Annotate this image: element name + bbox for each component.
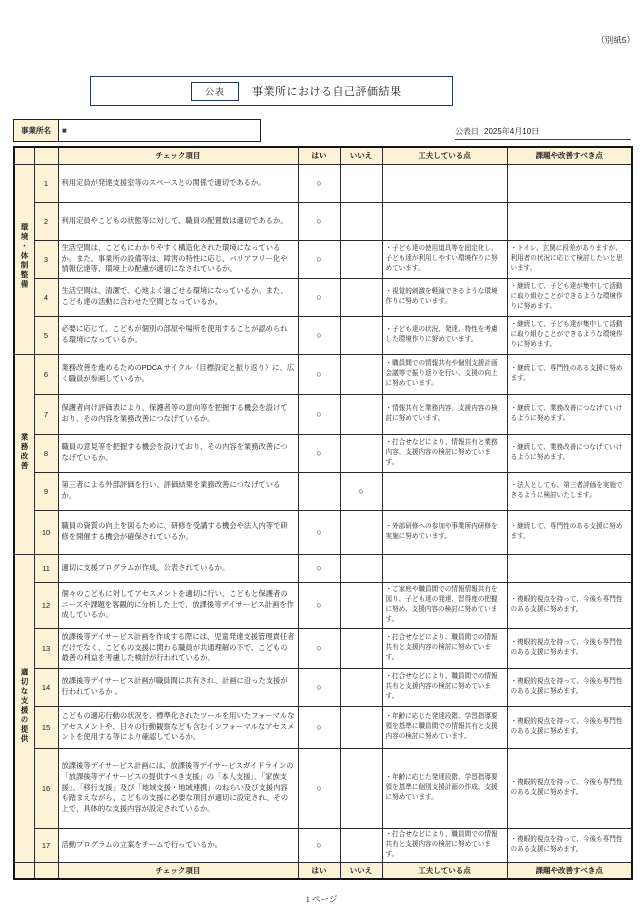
no-mark-cell: [340, 278, 382, 316]
row-number: 7: [34, 394, 58, 434]
footer-yes: はい: [298, 862, 340, 879]
devised-points-cell: ・年齢に応じた発達段階、学習指導要領を基準に個別支援計画の作成、支援に努めています。: [382, 748, 507, 828]
no-mark-cell: [340, 628, 382, 668]
issues-cell: ・継続して、業務改善につなげていけるように努めます。: [507, 434, 632, 472]
table-row: [14, 434, 632, 472]
yes-mark-cell: ○: [298, 828, 340, 862]
devised-points-cell: ・情報共有と業務内容、支援内容の検討に努めています。: [382, 394, 507, 434]
table-row: [14, 394, 632, 434]
check-item-cell: 放課後等デイサービス計画を作成する際には、児童発達支援管理責任者だけでなく、こどもの支援に関わる職員が共通理解の下で、こどもの最善の利益を考慮した検討が行われているか。: [58, 628, 298, 668]
header-corner-category: [14, 147, 34, 164]
no-mark-cell: [340, 706, 382, 748]
no-mark-cell: [340, 202, 382, 240]
row-number: 2: [34, 202, 58, 240]
issues-cell: ・継続して、業務改善につなげていけるように努めます。: [507, 394, 632, 434]
table-row: [14, 202, 632, 240]
table-row: [14, 554, 632, 582]
row-number: 5: [34, 316, 58, 354]
issues-cell: ・複眼的視点を持って、今後も専門性のある支援に努めます。: [507, 668, 632, 706]
devised-points-cell: ・打合せなどにより、職員間での情報共有と支援内容の検討に努めています。: [382, 628, 507, 668]
table-row: [14, 828, 632, 862]
table-row: [14, 628, 632, 668]
publish-date: [455, 126, 631, 140]
header-devised-points: 工夫している点: [382, 147, 507, 164]
no-mark-cell: ○: [340, 472, 382, 510]
check-item-cell: 利用定員やこどもの状態等に対して、職員の配置数は適切であるか。: [58, 202, 298, 240]
issues-cell: ・複眼的視点を持って、今後も専門性のある支援に努めます。: [507, 628, 632, 668]
table-row: [14, 510, 632, 554]
check-item-cell: 第三者による外部評価を行い、評価結果を業務改善につなげているか。: [58, 472, 298, 510]
table-row: [14, 748, 632, 828]
footer-issues: 課題や改善すべき点: [507, 862, 632, 879]
yes-mark-cell: ○: [298, 394, 340, 434]
devised-points-cell: ・子ども達の使用道具等を固定化し、子ども達が利用しやすい環境作りに努めています。: [382, 240, 507, 278]
issues-cell: ・トイレ、玄関に段差がありますが、利用者の状況に応じて検討したいと思います。: [507, 240, 632, 278]
devised-points-cell: ・打合せなどにより、職員間での情報共有と支援内容の検討に努めています。: [382, 668, 507, 706]
page-footer: 1 ページ: [305, 894, 338, 904]
office-name-field: [13, 119, 261, 142]
category-cell: [14, 354, 34, 554]
page-title: 事業所における自己評価結果: [252, 86, 402, 98]
row-number: 11: [34, 554, 58, 582]
devised-points-cell: ・視覚的刺激を軽減できるような環境作りに努めています。: [382, 278, 507, 316]
devised-points-cell: ・年齢に応じた発達段階、学習指導要領を基準に職員間での情報共有と支援内容の検討に努めています。: [382, 706, 507, 748]
issues-cell: ・継続して、専門性のある支援に努めます。: [507, 510, 632, 554]
check-item-cell: 職員の資質の向上を図るために、研修を受講する機会や法人内等で研修を開催する機会が確保されているか。: [58, 510, 298, 554]
attachment-label: （別紙5）: [596, 35, 635, 45]
category-cell: [14, 164, 34, 354]
yes-mark-cell: ○: [298, 628, 340, 668]
row-number: 17: [34, 828, 58, 862]
devised-points-cell: ・外部研修への参加や事業所内研修を実施に努めています。: [382, 510, 507, 554]
header-corner-number: [34, 147, 58, 164]
yes-mark-cell: ○: [298, 706, 340, 748]
category-label: 環境・体制整備: [20, 223, 29, 290]
devised-points-cell: ・ご家庭や職員間での情報情報共有を図り、子ども達の発達、習得度の把握に努め、支援内容の検討に努めています。: [382, 582, 507, 628]
devised-points-cell: ・打合せなどにより、職員間での情報共有と支援内容の検討に努めています。: [382, 828, 507, 862]
header-yes: はい: [298, 147, 340, 164]
category-cell: [14, 554, 34, 862]
yes-mark-cell: ○: [298, 668, 340, 706]
issues-cell: [507, 202, 632, 240]
check-item-cell: 生活空間は、清潔で、心地よく過ごせる環境になっているか。また、こども達の活動に合わせた空間となっているか。: [58, 278, 298, 316]
no-mark-cell: [340, 554, 382, 582]
yes-mark-cell: ○: [298, 354, 340, 394]
category-label: 適切な支援の提供: [20, 667, 29, 744]
table-row: [14, 164, 632, 202]
no-mark-cell: [340, 354, 382, 394]
devised-points-cell: [382, 472, 507, 510]
yes-mark-cell: ○: [298, 434, 340, 472]
check-item-cell: 利用定員が発達支援室等のスペースとの関係で適切であるか。: [58, 164, 298, 202]
table-row: [14, 472, 632, 510]
row-number: 10: [34, 510, 58, 554]
devised-points-cell: ・職員間での情報共有や個別支援計画会議等で振り返りを行い、支援の向上に努めています。: [382, 354, 507, 394]
yes-mark-cell: ○: [298, 278, 340, 316]
table-row: [14, 316, 632, 354]
table-row: [14, 582, 632, 628]
issues-cell: ・継続して、専門性のある支援に努めます。: [507, 354, 632, 394]
issues-cell: ・複眼的視点を持って、今後も専門性のある支援に努めます。: [507, 748, 632, 828]
no-mark-cell: [340, 668, 382, 706]
header-no: いいえ: [340, 147, 382, 164]
yes-mark-cell: ○: [298, 748, 340, 828]
no-mark-cell: [340, 748, 382, 828]
row-number: 14: [34, 668, 58, 706]
yes-mark-cell: ○: [298, 240, 340, 278]
no-mark-cell: [340, 434, 382, 472]
row-number: 8: [34, 434, 58, 472]
table-row: [14, 278, 632, 316]
yes-mark-cell: ○: [298, 164, 340, 202]
office-name-value: ■: [59, 119, 261, 142]
publish-stamp: 公表: [191, 82, 239, 101]
check-item-cell: 必要に応じて、こどもが個別の部屋や場所を使用することが認められる環境になっているか。: [58, 316, 298, 354]
no-mark-cell: [340, 394, 382, 434]
yes-mark-cell: ○: [298, 554, 340, 582]
footer-check-item: チェック項目: [58, 862, 298, 879]
row-number: 12: [34, 582, 58, 628]
footer-devised-points: 工夫している点: [382, 862, 507, 879]
issues-cell: [507, 554, 632, 582]
devised-points-cell: [382, 164, 507, 202]
yes-mark-cell: ○: [298, 510, 340, 554]
issues-cell: ・継続して、子ども達が集中して活動に取り組むことができるような環境作りに努めます。: [507, 278, 632, 316]
issues-cell: [507, 164, 632, 202]
table-row: [14, 240, 632, 278]
no-mark-cell: [340, 240, 382, 278]
no-mark-cell: [340, 164, 382, 202]
publish-date-label: 公表日: [455, 127, 479, 136]
devised-points-cell: [382, 554, 507, 582]
row-number: 1: [34, 164, 58, 202]
devised-points-cell: [382, 202, 507, 240]
yes-mark-cell: ○: [298, 202, 340, 240]
devised-points-cell: ・子ども達の状況、発達、特性を考慮した環境作りに努めています。: [382, 316, 507, 354]
title-box: [90, 76, 453, 106]
table-row: [14, 668, 632, 706]
issues-cell: ・複眼的視点を持って、今後も専門性のある支援に努めます。: [507, 706, 632, 748]
header-check-item: チェック項目: [58, 147, 298, 164]
table-row: [14, 354, 632, 394]
no-mark-cell: [340, 582, 382, 628]
check-item-cell: 活動プログラムの立案をチームで行っているか。: [58, 828, 298, 862]
check-item-cell: 放課後等デイサービス計画が職員間に共有され、計画に沿った支援が行われているか 。: [58, 668, 298, 706]
no-mark-cell: [340, 510, 382, 554]
check-item-cell: 保護者向け評価表により、保護者等の意向等を把握する機会を設けており、その内容を業務改善につなげているか。: [58, 394, 298, 434]
publish-date-value: 2025年4月10日: [484, 127, 540, 136]
row-number: 4: [34, 278, 58, 316]
issues-cell: ・複眼的視点を持って、今後も専門性のある支援に努めます。: [507, 582, 632, 628]
row-number: 9: [34, 472, 58, 510]
no-mark-cell: [340, 316, 382, 354]
footer-corner-number: [34, 862, 58, 879]
issues-cell: ・複眼的視点を持って、今後も専門性のある支援に努めます。: [507, 828, 632, 862]
footer-no: いいえ: [340, 862, 382, 879]
category-label: 業務改善: [20, 432, 29, 471]
yes-mark-cell: ○: [298, 316, 340, 354]
header-issues: 課題や改善すべき点: [507, 147, 632, 164]
issues-cell: ・法人としても、第三者評価を実施できるように検討いたします。: [507, 472, 632, 510]
devised-points-cell: ・打合せなどにより、情報共有と業務内容、支援内容の検討に努めています。: [382, 434, 507, 472]
check-item-cell: 個々のこどもに対してアセスメントを適切に行い、こどもと保護者のニーズや課題を客観的に分析した上で、放課後等デイサービス計画を作成しているか。: [58, 582, 298, 628]
office-name-label: 事業所名: [13, 119, 59, 142]
evaluation-table: [13, 146, 633, 880]
check-item-cell: 放課後等デイサービス計画には、放課後等デイサービスガイドラインの「放課後等デイサービスの提供すべき支援」の「本人支援」、「家族支援」、「移行支援」及び「地域支援・地域連携」のねらい及び支援内容も踏まえながら、こどもの支援に必要な項目が適切に設定され、その上で、具体的な支援内容が設定されているか。: [58, 748, 298, 828]
issues-cell: ・継続して、子ども達が集中して活動に取り組むことができるような環境作りに努めます。: [507, 316, 632, 354]
table-row: [14, 706, 632, 748]
check-item-cell: 生活空間は、こどもにわかりやすく構造化された環境になっているか。また、事業所の設備等は、障害の特性に応じ、バリアフリー化や情報伝達等、環境上の配慮が適切になされているか。: [58, 240, 298, 278]
table-header-row: [14, 147, 632, 164]
check-item-cell: 業務改善を進めるためのPDCA サイクル（目標設定と振り返り）に、広く職員が参画しているか。: [58, 354, 298, 394]
row-number: 15: [34, 706, 58, 748]
table-footer-header-row: [14, 862, 632, 879]
check-item-cell: 職員の意見等を把握する機会を設けており、その内容を業務改善につなげているか。: [58, 434, 298, 472]
yes-mark-cell: ○: [298, 582, 340, 628]
check-item-cell: 適切に支援プログラムが作成、公表されているか。: [58, 554, 298, 582]
no-mark-cell: [340, 828, 382, 862]
row-number: 6: [34, 354, 58, 394]
footer-corner-category: [14, 862, 34, 879]
row-number: 3: [34, 240, 58, 278]
check-item-cell: こどもの適応行動の状況を、標準化されたツールを用いたフォーマルなアセスメントや、日々の行動観察なども含むインフォーマルなアセスメントを使用する等により確認しているか。: [58, 706, 298, 748]
yes-mark-cell: [298, 472, 340, 510]
row-number: 13: [34, 628, 58, 668]
row-number: 16: [34, 748, 58, 828]
